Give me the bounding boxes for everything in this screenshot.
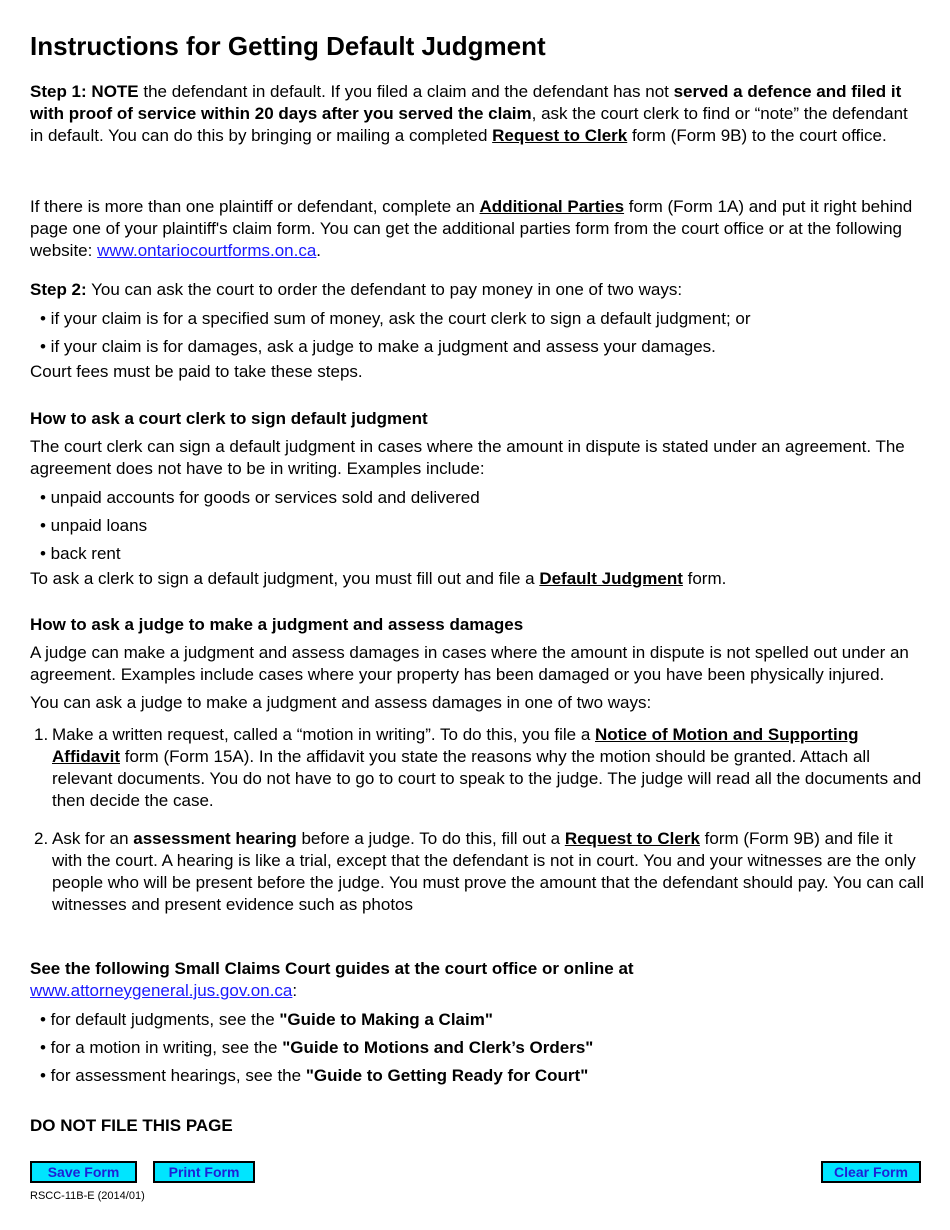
- judge-section: [30, 614, 925, 916]
- form-code: RSCC-11B-E (2014/01): [30, 1190, 145, 1202]
- guides-section: [30, 958, 925, 1090]
- do-not-file-notice: [30, 1115, 925, 1137]
- default-judgment-link[interactable]: Default Judgment: [539, 569, 683, 588]
- clerk-text-2: form.: [682, 569, 727, 588]
- guide-name: "Guide to Getting Ready for Court": [305, 1066, 589, 1085]
- guide-item-text: • for default judgments, see the: [40, 1010, 280, 1029]
- guide-item-text: • for assessment hearings, see the: [40, 1066, 306, 1085]
- step2-section: [30, 279, 925, 383]
- item1-text-2: form (Form 15A). In the affidavit you state the reasons why the motion should be granted. Attach all relevant documents. You do not have to go to court to speak to the judge. The judge will read all the documents and then decide the case.: [52, 747, 922, 810]
- assessment-hearing-bold: assessment hearing: [133, 829, 297, 848]
- additional-text-1: If there is more than one plaintiff or defendant, complete an: [30, 197, 480, 216]
- do-not-file-text: DO NOT FILE THIS PAGE: [30, 1116, 233, 1135]
- item2-text-2: before a judge. To do this, fill out a: [296, 829, 565, 848]
- item-number: 1.: [34, 725, 49, 744]
- guides-colon: :: [292, 981, 298, 1000]
- list-item: [30, 1062, 925, 1090]
- clerk-text-1: To ask a clerk to sign a default judgment, you must fill out and file a: [30, 569, 540, 588]
- page-title: Instructions for Getting Default Judgment: [30, 31, 546, 61]
- judge-paragraph-2: You can ask a judge to make a judgment and assess damages in one of two ways:: [30, 693, 652, 712]
- attorneygeneral-link[interactable]: www.attorneygeneral.jus.gov.on.ca: [30, 981, 293, 1000]
- item2-text-3: form (Form 9B) and file it with the court. A hearing is like a trial, except that the defendant is not in court. You and your witnesses are the only people who will be present before the judge. You must prove the amount that the defendant should pay. You can call witnesses and present evidence such as photos: [52, 829, 925, 914]
- item1-text-1: Make a written request, called a “motion in writing”. To do this, you file a: [52, 725, 595, 744]
- save-form-button[interactable]: Save Form: [30, 1161, 137, 1183]
- clerk-section: [30, 408, 925, 590]
- guide-name: "Guide to Making a Claim": [279, 1010, 493, 1029]
- clear-form-button[interactable]: Clear Form: [821, 1161, 921, 1183]
- notice-of-motion-link[interactable]: Notice of Motion and Supporting Affidavit: [52, 725, 859, 766]
- list-item: [30, 1034, 925, 1062]
- clerk-paragraph: The court clerk can sign a default judgment in cases where the amount in dispute is stated under an agreement. The agreement does not have to be in writing. Examples include:: [30, 437, 905, 478]
- ontariocourtforms-link[interactable]: www.ontariocourtforms.on.ca: [97, 241, 317, 260]
- judge-heading: How to ask a judge to make a judgment and assess damages: [30, 615, 524, 634]
- list-item: • if your claim is for damages, ask a judge to make a judgment and assess your damages.: [40, 337, 716, 356]
- additional-parties-link[interactable]: Additional Parties: [479, 197, 625, 216]
- additional-text-3: .: [316, 241, 322, 260]
- step1-label: Step 1:: [30, 82, 87, 101]
- additional-parties-paragraph: [30, 196, 925, 262]
- step1-note: NOTE: [91, 82, 139, 101]
- list-item: • unpaid loans: [40, 516, 148, 535]
- print-form-button[interactable]: Print Form: [153, 1161, 255, 1183]
- step2-label: Step 2:: [30, 280, 87, 299]
- list-item: [30, 724, 925, 812]
- step1-text-2: , ask the court clerk to find or “note” the defendant in default. You can do this by bringing or mailing a completed: [30, 104, 908, 145]
- list-item: • unpaid accounts for goods or services sold and delivered: [40, 488, 480, 507]
- list-item: [30, 828, 925, 916]
- step2-text: You can ask the court to order the defendant to pay money in one of two ways:: [86, 280, 683, 299]
- item-number: 2.: [34, 829, 49, 848]
- list-item: [30, 1006, 925, 1034]
- judge-paragraph-1: A judge can make a judgment and assess damages in cases where the amount in dispute is not spelled out under an agreement. Examples include cases where your property has been damaged or you have been physically injured.: [30, 643, 909, 684]
- clerk-heading: How to ask a court clerk to sign default judgment: [30, 409, 428, 428]
- step1-paragraph: [30, 81, 925, 147]
- item2-text-1: Ask for an: [52, 829, 134, 848]
- guide-item-text: • for a motion in writing, see the: [40, 1038, 283, 1057]
- guide-name: "Guide to Motions and Clerk’s Orders": [282, 1038, 594, 1057]
- step1-text-3: form (Form 9B) to the court office.: [627, 126, 887, 145]
- step1-text-1: the defendant in default. If you filed a claim and the defendant has not: [138, 82, 674, 101]
- list-item: • back rent: [40, 544, 121, 563]
- list-item: • if your claim is for a specified sum of money, ask the court clerk to sign a default judgment; or: [40, 309, 751, 328]
- court-fees-text: Court fees must be paid to take these steps.: [30, 362, 363, 381]
- request-to-clerk-link[interactable]: Request to Clerk: [492, 126, 628, 145]
- step1-bold: served a defence and filed it with proof of service within 20 days after you served the claim: [30, 82, 902, 123]
- guides-heading: See the following Small Claims Court guides at the court office or online at: [30, 959, 634, 978]
- additional-text-2: form (Form 1A) and put it right behind page one of your plaintiff's claim form. You can get the additional parties form from the court office or at the following website:: [30, 197, 913, 260]
- request-to-clerk-link-2[interactable]: Request to Clerk: [564, 829, 700, 848]
